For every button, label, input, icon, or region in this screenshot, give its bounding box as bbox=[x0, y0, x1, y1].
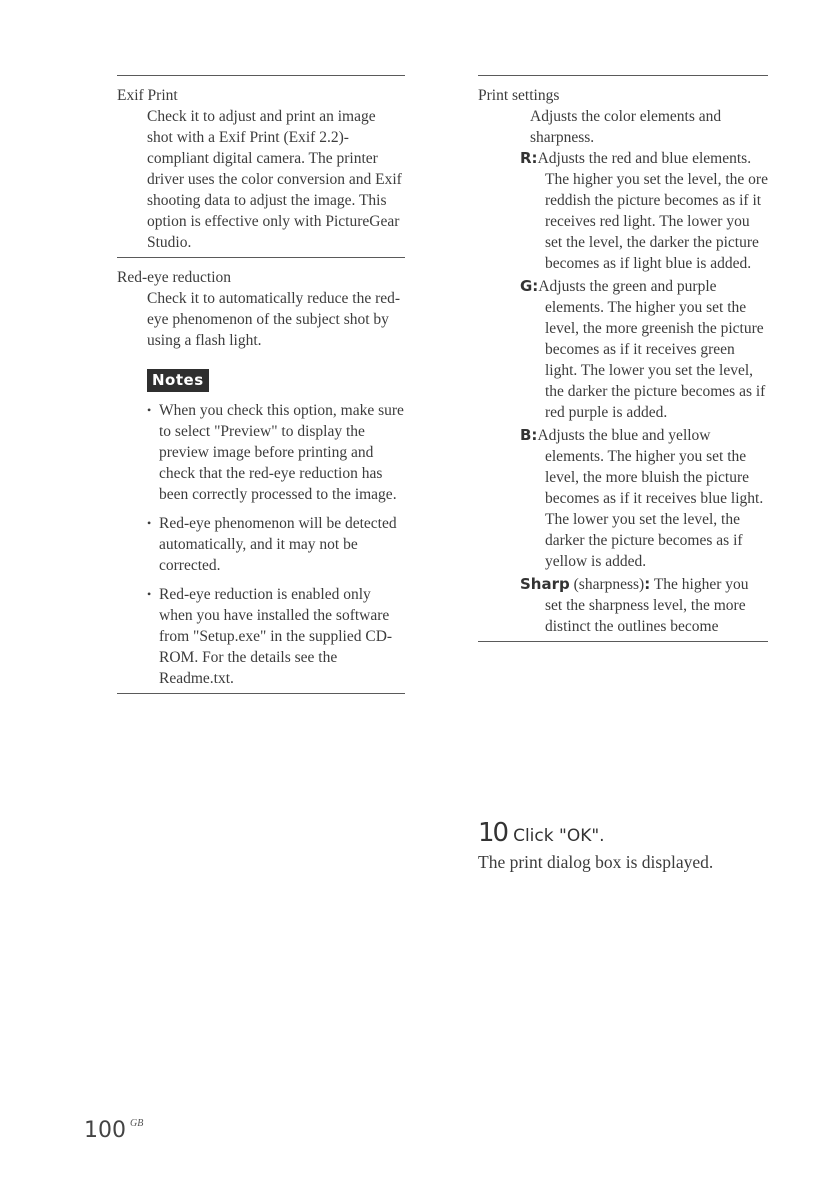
note-item bbox=[147, 513, 405, 576]
section-divider bbox=[478, 75, 768, 76]
note-text: Red-eye reduction is enabled only when you have installed the software from "Setup.exe" in the supplied CD-ROM. For the details see the Readme.txt. bbox=[159, 586, 393, 687]
setting-key: R: bbox=[520, 149, 538, 167]
exif-print-description: Check it to adjust and print an image shot with a Exif Print (Exif 2.2)-compliant digital camera. The printer driver uses the color conversion and Exif shooting data to adjust the image. This option is effective only with PictureGear Studio. bbox=[147, 108, 402, 251]
step-10 bbox=[478, 818, 778, 874]
red-eye-description: Check it to automatically reduce the red-eye phenomenon of the subject shot by using a flash light. bbox=[147, 290, 401, 349]
print-settings-term: Print settings bbox=[478, 87, 560, 104]
setting-text: The higher you set the sharpness level, the more distinct the outlines become bbox=[545, 576, 749, 635]
red-eye-term: Red-eye reduction bbox=[117, 269, 232, 286]
print-settings-description: Adjusts the color elements and sharpness. bbox=[530, 108, 722, 146]
right-column bbox=[478, 75, 768, 642]
note-text: When you check this option, make sure to select "Preview" to display the preview image before printing and check that the red-eye reduction has been correctly processed to the image. bbox=[159, 402, 404, 503]
note-text: Red-eye phenomenon will be detected automatically, and it may not be corrected. bbox=[159, 515, 397, 574]
print-settings-body bbox=[520, 106, 768, 641]
step-title: Click "OK". bbox=[513, 826, 605, 846]
print-settings-entry bbox=[478, 86, 768, 641]
page-number bbox=[84, 1118, 143, 1143]
setting-sharp bbox=[520, 574, 768, 637]
section-divider bbox=[117, 693, 405, 694]
section-divider bbox=[117, 75, 405, 76]
setting-g bbox=[520, 276, 768, 423]
setting-key: G: bbox=[520, 277, 539, 295]
step-description: The print dialog box is displayed. bbox=[478, 852, 714, 872]
bullet-icon: • bbox=[147, 516, 152, 530]
notes-header bbox=[147, 369, 405, 392]
setting-text: Adjusts the blue and yellow elements. The higher you set the level, the more bluish the picture becomes as if it receives blue light. The lower you set the level, the darker the picture becomes as if yellow is added. bbox=[537, 427, 764, 570]
setting-text: Adjusts the green and purple elements. The higher you set the level, the more greenish the picture becomes as if it receives green light. The lower you set the level, the darker the picture becomes as if red purple is added. bbox=[538, 278, 766, 421]
left-column bbox=[117, 75, 405, 694]
step-heading bbox=[478, 818, 778, 848]
notes-badge: Notes bbox=[147, 369, 209, 392]
section-divider bbox=[117, 257, 405, 258]
bullet-icon: • bbox=[147, 587, 152, 601]
exif-print-entry bbox=[117, 86, 405, 257]
setting-key: Sharp bbox=[520, 575, 570, 593]
section-divider bbox=[478, 641, 768, 642]
page-region-suffix: GB bbox=[130, 1118, 144, 1129]
exif-print-term: Exif Print bbox=[117, 87, 178, 104]
setting-b bbox=[520, 425, 768, 572]
setting-colon: : bbox=[644, 575, 651, 593]
red-eye-entry bbox=[117, 268, 405, 693]
page-number-value: 100 bbox=[84, 1118, 126, 1143]
note-item bbox=[147, 584, 405, 693]
note-item bbox=[147, 400, 405, 505]
setting-key: B: bbox=[520, 426, 538, 444]
setting-text: Adjusts the red and blue elements. The higher you set the level, the ore reddish the picture becomes as if it receives red light. The lower you set the level, the darker the picture becomes as if light blue is added. bbox=[537, 150, 768, 272]
setting-paren: (sharpness) bbox=[569, 576, 645, 593]
setting-r bbox=[520, 148, 768, 274]
bullet-icon: • bbox=[147, 403, 152, 417]
step-number: 10 bbox=[478, 818, 508, 848]
